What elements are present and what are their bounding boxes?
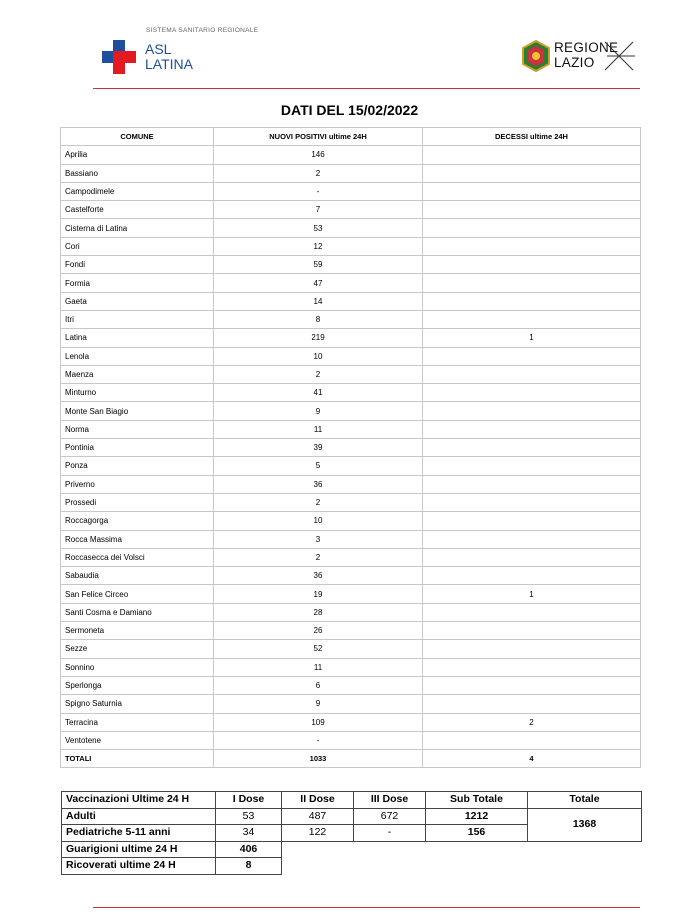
nuovi-positivi-cell: 2	[214, 493, 423, 511]
table-row	[61, 384, 641, 402]
decessi-cell	[423, 237, 641, 255]
page-header	[0, 0, 699, 92]
nuovi-positivi-cell: 109	[214, 713, 423, 731]
nuovi-positivi-cell: 2	[214, 164, 423, 182]
decessi-cell	[423, 676, 641, 694]
table-row	[61, 530, 641, 548]
table-header-row	[61, 128, 641, 146]
comune-cell: Formia	[61, 274, 214, 292]
vax-totale-value: 1368	[528, 808, 642, 841]
table-row	[61, 713, 641, 731]
table-row	[61, 439, 641, 457]
vax-header-dose1: I Dose	[216, 792, 282, 809]
table-row	[61, 146, 641, 164]
decessi-cell	[423, 384, 641, 402]
table-row	[61, 475, 641, 493]
table-row	[61, 164, 641, 182]
vaccinations-table	[61, 791, 642, 875]
table-body	[61, 146, 641, 768]
table-row	[61, 548, 641, 566]
decessi-cell	[423, 439, 641, 457]
comune-cell: Priverno	[61, 475, 214, 493]
decessi-cell	[423, 164, 641, 182]
comune-cell: Latina	[61, 329, 214, 347]
comune-cell: Pontinia	[61, 439, 214, 457]
table-row	[61, 567, 641, 585]
footer-divider	[93, 907, 640, 908]
regione-line2: LAZIO	[554, 55, 595, 70]
page-title: DATI DEL 15/02/2022	[280, 102, 419, 118]
nuovi-positivi-cell: 41	[214, 384, 423, 402]
nuovi-positivi-cell: 26	[214, 622, 423, 640]
table-row	[61, 274, 641, 292]
nuovi-positivi-cell: 146	[214, 146, 423, 164]
nuovi-positivi-cell: 10	[214, 512, 423, 530]
nuovi-positivi-cell: 9	[214, 695, 423, 713]
vax-header-totale: Totale	[528, 792, 642, 809]
guarigioni-row	[62, 841, 642, 858]
nuovi-positivi-cell: 47	[214, 274, 423, 292]
vax-header-title: Vaccinazioni Ultime 24 H	[62, 792, 216, 809]
vax-header-row	[62, 792, 642, 809]
nuovi-positivi-cell: 59	[214, 256, 423, 274]
comune-cell: Maenza	[61, 365, 214, 383]
decessi-cell	[423, 457, 641, 475]
comune-cell: Cori	[61, 237, 214, 255]
nuovi-positivi-cell: 14	[214, 292, 423, 310]
vax-adulti-label: Adulti	[62, 808, 216, 825]
comune-cell: Ventotene	[61, 731, 214, 749]
nuovi-positivi-cell: 53	[214, 219, 423, 237]
nuovi-positivi-cell: 36	[214, 567, 423, 585]
nuovi-positivi-cell: 8	[214, 310, 423, 328]
table-row	[61, 182, 641, 200]
comune-cell: San Felice Circeo	[61, 585, 214, 603]
table-row	[61, 365, 641, 383]
comune-cell: Fondi	[61, 256, 214, 274]
comune-cell: Sezze	[61, 640, 214, 658]
table-row	[61, 695, 641, 713]
header-decessi: DECESSI ultime 24H	[423, 128, 641, 146]
vax-row-adulti	[62, 808, 642, 825]
asl-line2: LATINA	[145, 56, 193, 72]
comune-cell: Norma	[61, 420, 214, 438]
header-nuovi-positivi: NUOVI POSITIVI ultime 24H	[214, 128, 423, 146]
decessi-cell: 2	[423, 713, 641, 731]
table-row	[61, 347, 641, 365]
positivi-table	[60, 127, 641, 768]
comune-cell: Prossedi	[61, 493, 214, 511]
table-row	[61, 420, 641, 438]
decessi-cell	[423, 658, 641, 676]
nuovi-positivi-cell: 9	[214, 402, 423, 420]
vax-header-subtotale: Sub Totale	[426, 792, 528, 809]
table-row	[61, 329, 641, 347]
nuovi-positivi-cell: 10	[214, 347, 423, 365]
regione-lazio-lines-icon	[605, 40, 635, 72]
comune-cell: Roccasecca dei Volsci	[61, 548, 214, 566]
vax-header-dose3: III Dose	[354, 792, 426, 809]
vax-pediatriche-dose3: -	[354, 825, 426, 842]
total-label: TOTALI	[61, 750, 214, 768]
vax-adulti-subtotale: 1212	[426, 808, 528, 825]
table-row	[61, 201, 641, 219]
ricoverati-value: 8	[216, 858, 282, 875]
nuovi-positivi-cell: 11	[214, 420, 423, 438]
nuovi-positivi-cell: 52	[214, 640, 423, 658]
decessi-cell	[423, 292, 641, 310]
decessi-cell	[423, 567, 641, 585]
decessi-cell	[423, 219, 641, 237]
decessi-cell	[423, 731, 641, 749]
comune-cell: Rocca Massima	[61, 530, 214, 548]
table-row	[61, 640, 641, 658]
comune-cell: Ponza	[61, 457, 214, 475]
decessi-cell	[423, 695, 641, 713]
decessi-cell	[423, 182, 641, 200]
comune-cell: Spigno Saturnia	[61, 695, 214, 713]
vax-pediatriche-dose2: 122	[282, 825, 354, 842]
comune-cell: Itri	[61, 310, 214, 328]
decessi-cell: 1	[423, 585, 641, 603]
regione-lazio-emblem-icon	[521, 40, 551, 72]
comune-cell: Minturno	[61, 384, 214, 402]
table-row	[61, 493, 641, 511]
table-row	[61, 585, 641, 603]
table-row	[61, 512, 641, 530]
table-row	[61, 292, 641, 310]
comune-cell: Terracina	[61, 713, 214, 731]
decessi-cell	[423, 475, 641, 493]
total-nuovi-positivi: 1033	[214, 750, 423, 768]
table-row	[61, 731, 641, 749]
decessi-cell	[423, 548, 641, 566]
table-row	[61, 676, 641, 694]
ricoverati-label: Ricoverati ultime 24 H	[62, 858, 216, 875]
asl-subtitle: SISTEMA SANITARIO REGIONALE	[146, 27, 259, 34]
nuovi-positivi-cell: 6	[214, 676, 423, 694]
comune-cell: Castelforte	[61, 201, 214, 219]
table-row	[61, 658, 641, 676]
comune-cell: Sperlonga	[61, 676, 214, 694]
ricoverati-row	[62, 858, 642, 875]
decessi-cell	[423, 420, 641, 438]
comune-cell: Sermoneta	[61, 622, 214, 640]
nuovi-positivi-cell: 5	[214, 457, 423, 475]
asl-line1: ASL	[145, 41, 172, 57]
guarigioni-value: 406	[216, 841, 282, 858]
table-row	[61, 603, 641, 621]
table-row	[61, 310, 641, 328]
table-row	[61, 402, 641, 420]
nuovi-positivi-cell: 2	[214, 548, 423, 566]
comune-cell: Monte San Biagio	[61, 402, 214, 420]
comune-cell: Bassiano	[61, 164, 214, 182]
decessi-cell	[423, 310, 641, 328]
nuovi-positivi-cell: 11	[214, 658, 423, 676]
nuovi-positivi-cell: 36	[214, 475, 423, 493]
decessi-cell	[423, 493, 641, 511]
decessi-cell	[423, 347, 641, 365]
comune-cell: Sonnino	[61, 658, 214, 676]
decessi-cell	[423, 402, 641, 420]
vax-adulti-dose2: 487	[282, 808, 354, 825]
comune-cell: Lenola	[61, 347, 214, 365]
decessi-cell	[423, 530, 641, 548]
nuovi-positivi-cell: 28	[214, 603, 423, 621]
vax-pediatriche-subtotale: 156	[426, 825, 528, 842]
nuovi-positivi-cell: 2	[214, 365, 423, 383]
table-row	[61, 622, 641, 640]
comune-cell: Campodimele	[61, 182, 214, 200]
table-row	[61, 237, 641, 255]
decessi-cell	[423, 603, 641, 621]
total-row	[61, 750, 641, 768]
nuovi-positivi-cell: 219	[214, 329, 423, 347]
asl-cross-logo-icon	[102, 40, 136, 74]
comune-cell: Roccagorga	[61, 512, 214, 530]
comune-cell: Santi Cosma e Damiano	[61, 603, 214, 621]
table-row	[61, 256, 641, 274]
regione-line1: REGIONE	[554, 40, 619, 55]
nuovi-positivi-cell: 19	[214, 585, 423, 603]
comune-cell: Gaeta	[61, 292, 214, 310]
decessi-cell	[423, 256, 641, 274]
total-decessi: 4	[423, 750, 641, 768]
vax-pediatriche-label: Pediatriche 5-11 anni	[62, 825, 216, 842]
decessi-cell	[423, 201, 641, 219]
decessi-cell	[423, 512, 641, 530]
comune-cell: Cisterna di Latina	[61, 219, 214, 237]
comune-cell: Aprilia	[61, 146, 214, 164]
decessi-cell	[423, 274, 641, 292]
decessi-cell	[423, 365, 641, 383]
nuovi-positivi-cell: -	[214, 182, 423, 200]
nuovi-positivi-cell: -	[214, 731, 423, 749]
nuovi-positivi-cell: 7	[214, 201, 423, 219]
nuovi-positivi-cell: 39	[214, 439, 423, 457]
decessi-cell: 1	[423, 329, 641, 347]
nuovi-positivi-cell: 12	[214, 237, 423, 255]
decessi-cell	[423, 146, 641, 164]
asl-logo-text	[145, 42, 193, 72]
decessi-cell	[423, 640, 641, 658]
table-row	[61, 219, 641, 237]
table-row	[61, 457, 641, 475]
guarigioni-label: Guarigioni ultime 24 H	[62, 841, 216, 858]
nuovi-positivi-cell: 3	[214, 530, 423, 548]
vax-header-dose2: II Dose	[282, 792, 354, 809]
header-divider	[93, 88, 640, 89]
comune-cell: Sabaudia	[61, 567, 214, 585]
vax-adulti-dose3: 672	[354, 808, 426, 825]
header-comune: COMUNE	[61, 128, 214, 146]
vax-pediatriche-dose1: 34	[216, 825, 282, 842]
vax-adulti-dose1: 53	[216, 808, 282, 825]
decessi-cell	[423, 622, 641, 640]
